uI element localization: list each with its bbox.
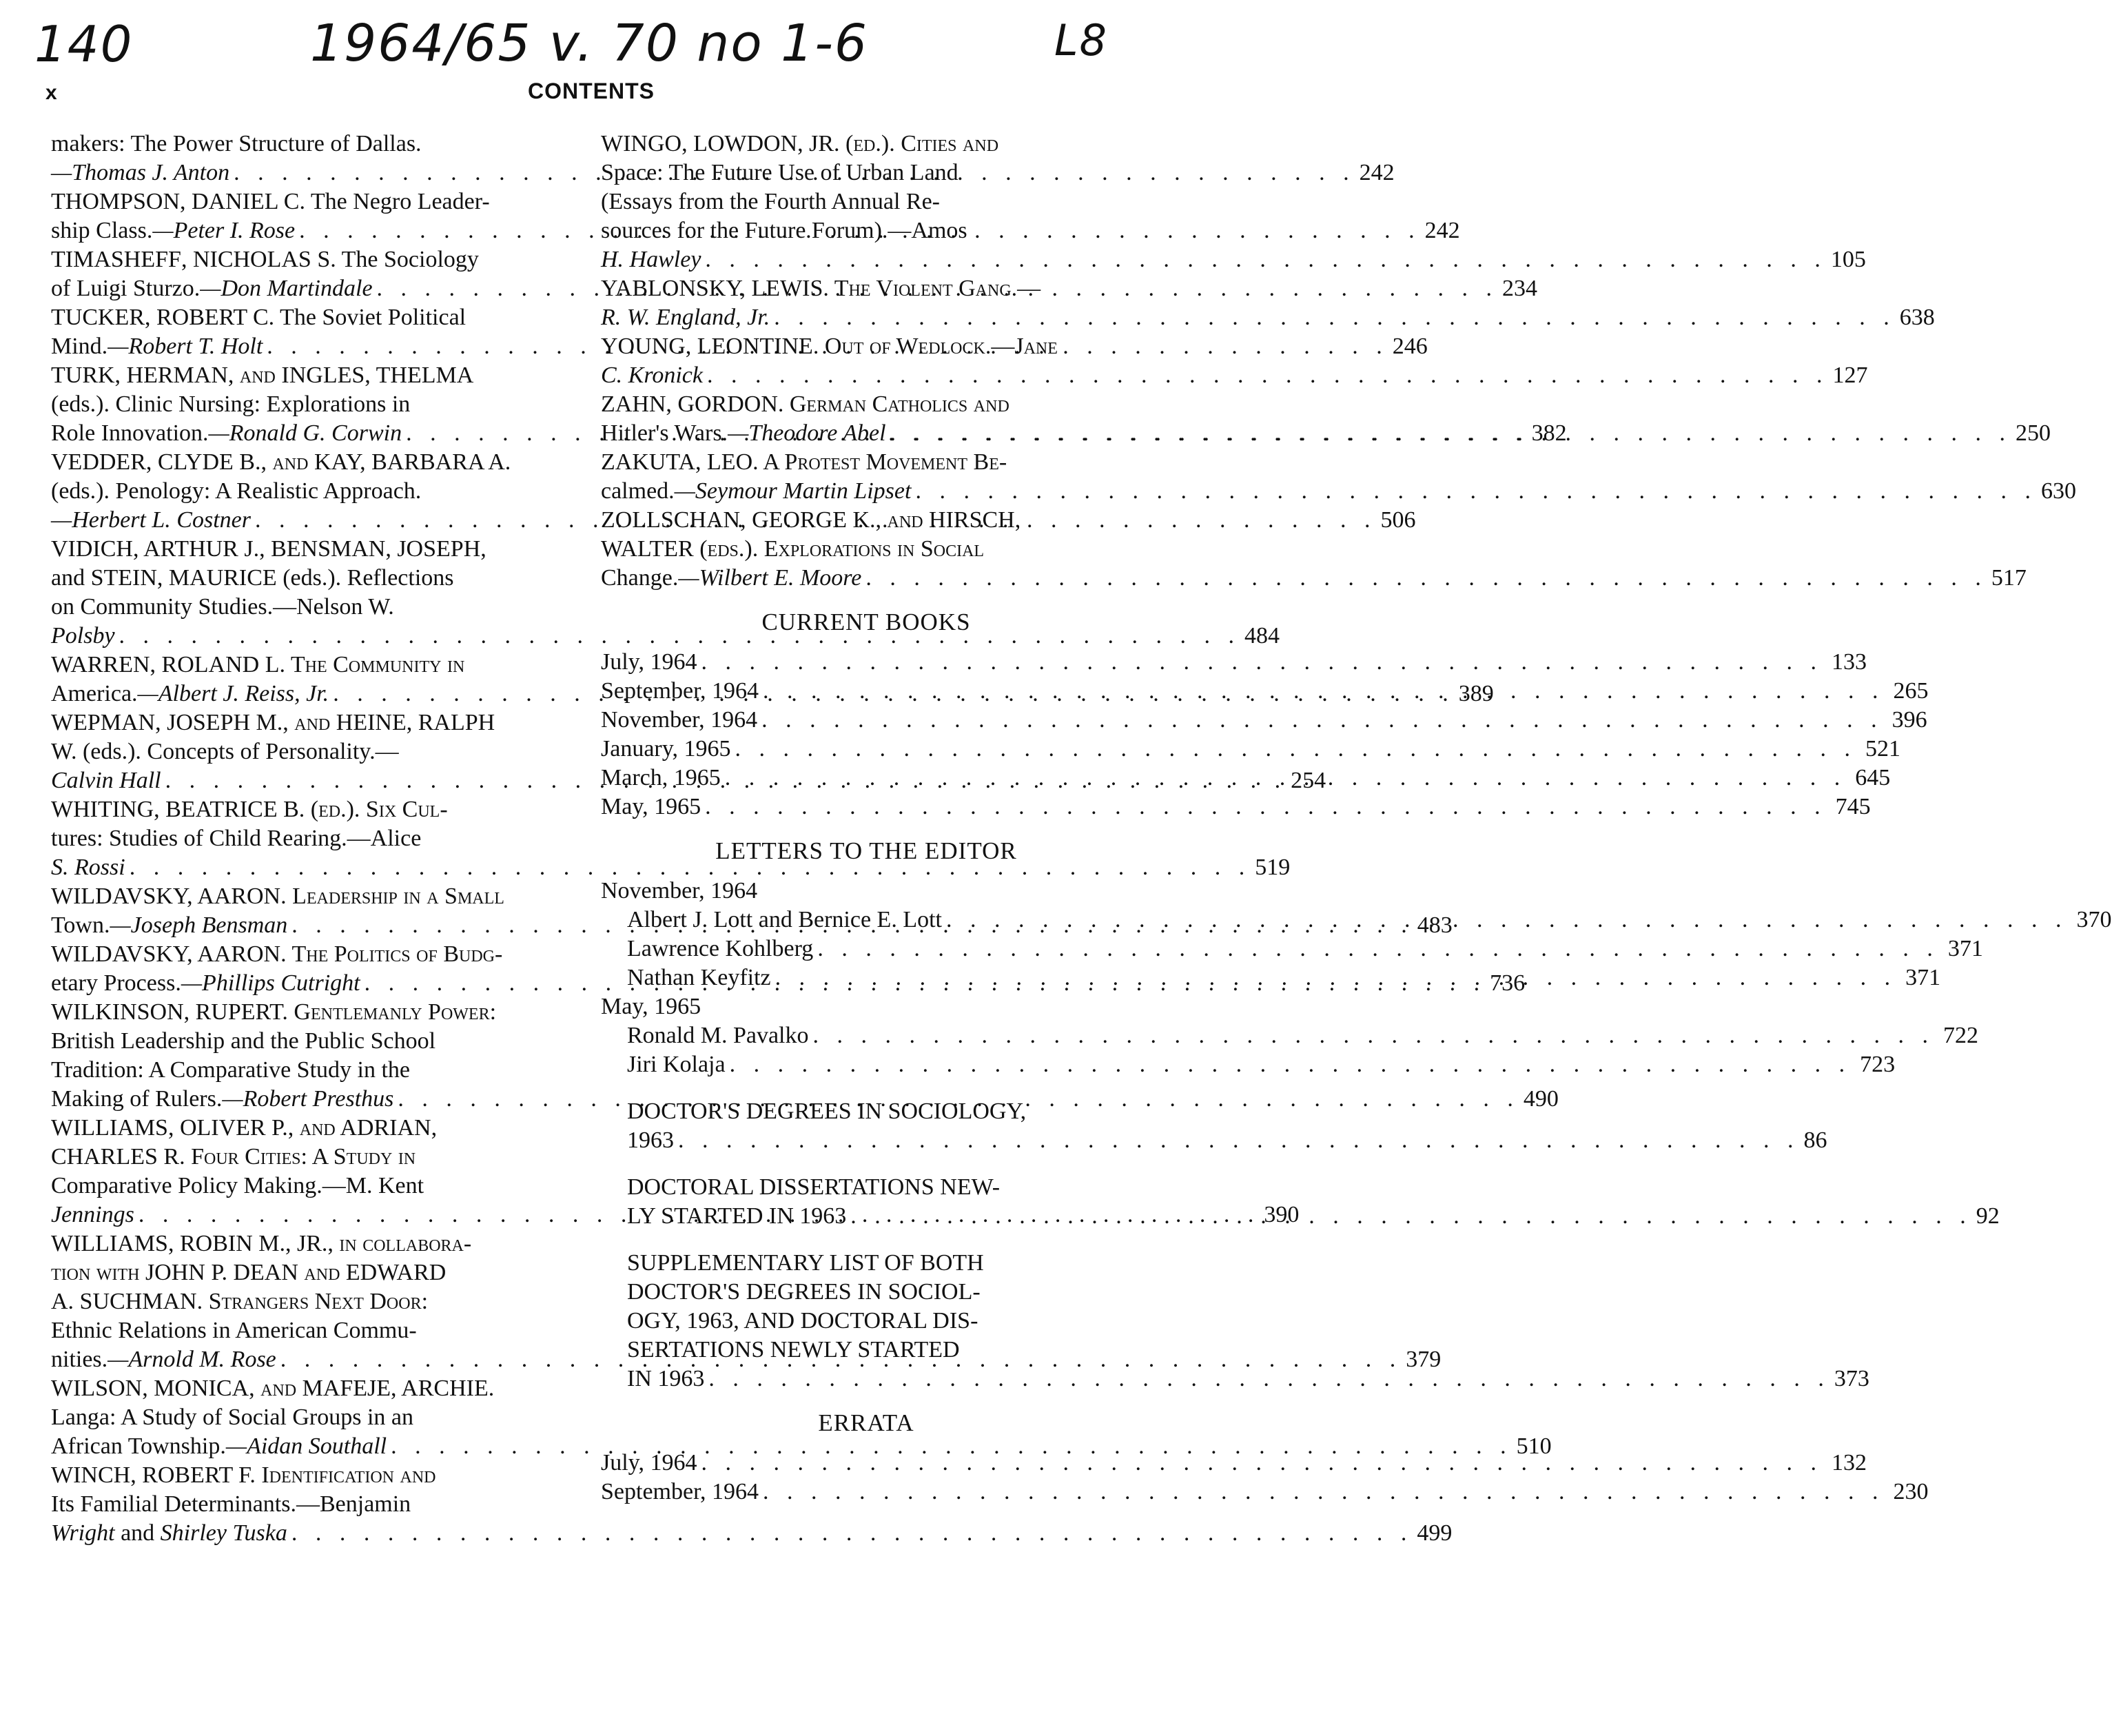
supplementary-list-entry: SUPPLEMENTARY LIST OF BOTH DOCTOR'S DEGREES IN SOCIOL- OGY, 1963, AND DOCTORAL DIS- SERTATIONS NEWLY STARTED IN 1963. . . 373 (601, 1249, 1131, 1393)
list-item: January, 1965 . . . 521 (601, 735, 1131, 764)
contents-entry: TIMASHEFF, NICHOLAS S. The Sociology of Luigi Sturzo.—Don Martindale. . . 234 (51, 245, 579, 303)
page-ref: 105 (1830, 247, 1866, 272)
contents-entry: TURK, HERMAN, and INGLES, THELMA (eds.). Clinic Nursing: Explorations in Role Innovation.—Ronald G. Corwin. . . 382 (51, 361, 579, 448)
section-heading-current-books: CURRENT BOOKS (761, 609, 971, 635)
page-header (0, 79, 1182, 106)
page-ref: 254 (1291, 768, 1326, 793)
list-item: September, 1964 . . . 265 (601, 677, 1131, 706)
contents-entry: WHITING, BEATRICE B. (ed.). Six Cul- tures: Studies of Child Rearing.—Alice S. Rossi. . . 519 (51, 795, 579, 882)
page-ref: 242 (1424, 218, 1460, 243)
handwritten-code: L8 (1054, 15, 1108, 65)
page-ref: 246 (1392, 334, 1428, 359)
running-head-title: CONTENTS (528, 79, 655, 103)
doctors-degrees-entry: DOCTOR'S DEGREES IN SOCIOLOGY, 1963. . . 86 (601, 1097, 1131, 1155)
page-ref: 506 (1380, 507, 1416, 533)
list-item: Jiri Kolaja . . . 723 (601, 1050, 1131, 1079)
contents-entry: WILKINSON, RUPERT. Gentlemanly Power: British Leadership and the Public School Tradition: A Comparative Study in the Making of Rulers.—Robert Presthus. . . 490 (51, 998, 579, 1114)
page-ref: 517 (1991, 565, 2027, 591)
list-item: July, 1964 . . . 132 (601, 1449, 1131, 1478)
list-item: Albert J. Lott and Bernice E. Lott . . . 370 (601, 906, 1131, 935)
page-ref: 736 (1490, 970, 1526, 996)
contents-entry: WINCH, ROBERT F. Identification and Its Familial Determinants.—Benjamin Wright and Shirley Tuska. . . 499 (51, 1461, 579, 1548)
contents-entry: VIDICH, ARTHUR J., BENSMAN, JOSEPH, and STEIN, MAURICE (eds.). Reflections on Community Studies.—Nelson W. Polsby. . . 484 (51, 535, 579, 651)
contents-entry: WILSON, MONICA, and MAFEJE, ARCHIE. Langa: A Study of Social Groups in an African Township.—Aidan Southall. . . 510 (51, 1374, 579, 1461)
page-ref: 390 (1264, 1202, 1300, 1227)
contents-entry: ZOLLSCHAN, GEORGE K., and HIRSCH, WALTER (eds.). Explorations in Social Change.—Wilbert E. Moore. . . 517 (601, 506, 1131, 593)
contents-entry: YOUNG, LEONTINE. Out of Wedlock.—Jane C. Kronick. . . 127 (601, 332, 1131, 390)
page-number: x (45, 81, 57, 104)
page-ref: 234 (1502, 276, 1538, 301)
page-ref: 250 (2016, 420, 2051, 446)
contents-entry: WILDAVSKY, AARON. The Politics of Budg- etary Process.—Phillips Cutright. . . 736 (51, 940, 579, 998)
list-item: November, 1964 . . . 396 (601, 706, 1131, 735)
contents-entry: TUCKER, ROBERT C. The Soviet Political Mind.—Robert T. Holt. . . 246 (51, 303, 579, 361)
contents-entry: VEDDER, CLYDE B., and KAY, BARBARA A. (eds.). Penology: A Realistic Approach. —Herbert L. Costner. . . 506 (51, 448, 579, 535)
contents-entry: THOMPSON, DANIEL C. The Negro Leader- ship Class.—Peter I. Rose. . . 242 (51, 187, 579, 245)
page-ref: 379 (1406, 1347, 1442, 1372)
list-item: Lawrence Kohlberg . . . 371 (601, 935, 1131, 963)
contents-entry: WARREN, ROLAND L. The Community in America.—Albert J. Reiss, Jr.. . . 389 (51, 651, 579, 708)
contents-entry: makers: The Power Structure of Dallas. —Thomas J. Anton. . . 242 (51, 130, 579, 187)
contents-entry: WEPMAN, JOSEPH M., and HEINE, RALPH W. (eds.). Concepts of Personality.— Calvin Hall. . . 254 (51, 708, 579, 795)
author-surname: THOMPSON (51, 189, 181, 214)
page-ref: 510 (1516, 1433, 1552, 1459)
contents-entry: YABLONSKY, LEWIS. The Violent Gang.— R. W. England, Jr.. . . 638 (601, 274, 1131, 332)
page-ref: 382 (1531, 420, 1567, 446)
list-item: May, 1965 . . . 745 (601, 793, 1131, 821)
contents-entry: ZAKUTA, LEO. A Protest Movement Be- calmed.—Seymour Martin Lipset. . . 630 (601, 448, 1131, 506)
letters-group-date: May, 1965 (601, 994, 701, 1019)
errata-list (601, 1449, 1929, 1507)
list-item: Ronald M. Pavalko . . . 722 (601, 1021, 1131, 1050)
doctoral-dissertations-entry: DOCTORAL DISSERTATIONS NEW- LY STARTED IN 1963. . . 92 (601, 1173, 1131, 1231)
page-ref: 484 (1244, 623, 1280, 649)
page-ref: 490 (1523, 1086, 1559, 1112)
handwritten-number: 140 (34, 15, 134, 73)
section-heading-errata: ERRATA (818, 1409, 914, 1436)
page-ref: 519 (1255, 855, 1291, 880)
section-heading-letters: LETTERS TO THE EDITOR (715, 837, 1017, 864)
list-item: July, 1964 . . . 133 (601, 648, 1131, 677)
page-ref: 127 (1832, 362, 1868, 388)
contents-entry: WINGO, LOWDON, JR. (ed.). Cities and Space: The Future Use of Urban Land (Essays from the Fourth Annual Re- sources for the Future Forum).—Amos H. Hawley. . . 105 (601, 130, 1131, 274)
author-surname: TUCKER (51, 305, 145, 330)
contents-entry: WILDAVSKY, AARON. Leadership in a Small Town.—Joseph Bensman. . . 483 (51, 882, 579, 940)
page-ref: 638 (1899, 305, 1935, 330)
letters-group-date: November, 1964 (601, 878, 758, 903)
page-ref: 389 (1458, 681, 1494, 706)
author-surname: TIMASHEFF (51, 247, 181, 272)
handwritten-volume-note: 1964/65 v. 70 no 1-6 (310, 14, 868, 73)
list-item: March, 1965 . . . 645 (601, 764, 1131, 793)
page-ref: 483 (1417, 912, 1453, 938)
list-item: Nathan Keyfitz . . . 371 (601, 963, 1131, 992)
page-ref: 242 (1359, 160, 1395, 185)
contents-entry: WILLIAMS, OLIVER P., and ADRIAN, CHARLES R. Four Cities: A Study in Comparative Policy Making.—M. Kent Jennings. . . 390 (51, 1114, 579, 1229)
contents-entry: ZAHN, GORDON. German Catholics and Hitler's Wars.—Theodore Abel. . . 250 (601, 390, 1131, 448)
list-item: September, 1964 . . . 230 (601, 1478, 1131, 1507)
page-ref: 630 (2040, 478, 2076, 504)
page-ref: 499 (1417, 1520, 1453, 1546)
contents-entry: WILLIAMS, ROBIN M., JR., in collabora- tion with JOHN P. DEAN and EDWARD A. SUCHMAN. Strangers Next Door: Ethnic Relations in American Commu- nities.—Arnold M. Rose. . . 379 (51, 1229, 579, 1374)
